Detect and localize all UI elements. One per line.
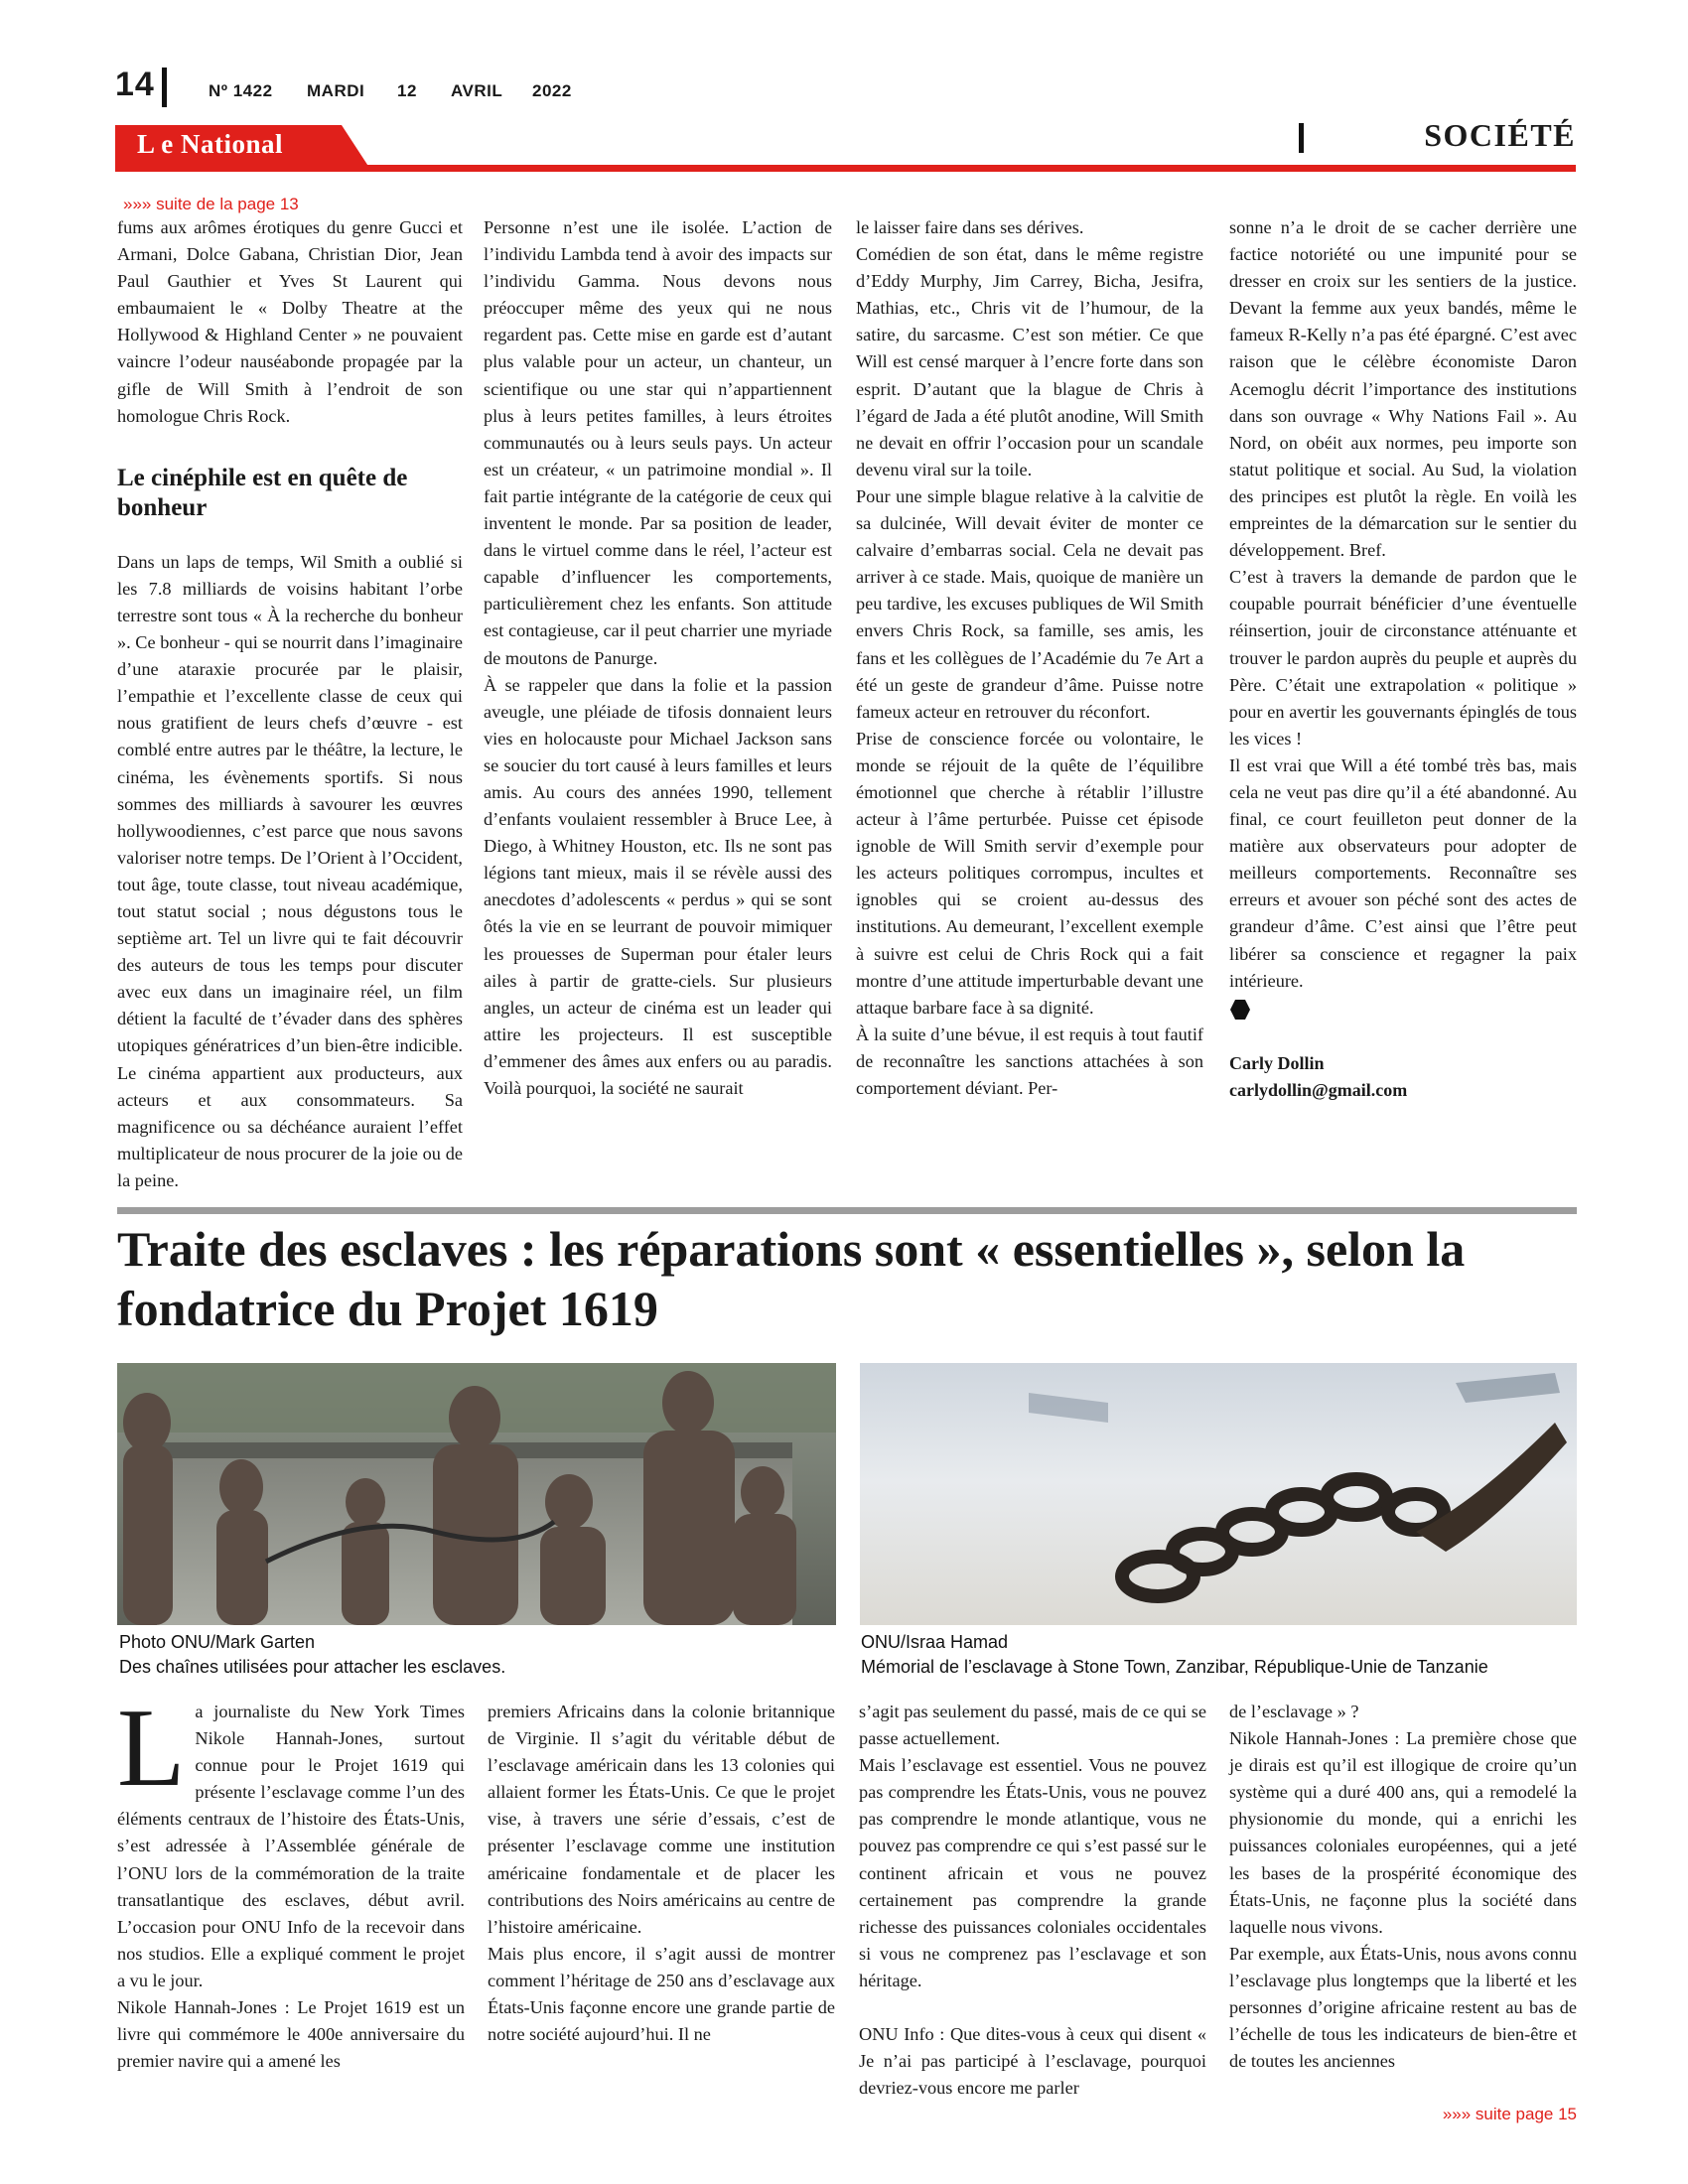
paragraph: de l’esclavage » ?: [1229, 1702, 1359, 1721]
paragraph: le laisser faire dans ses dérives.: [856, 217, 1084, 237]
paragraph: s’agit pas seulement du passé, mais de ce qui se passe actuellement.: [859, 1702, 1206, 1749]
article2-column-1: [117, 1687, 465, 2075]
paragraph: Dans un laps de temps, Wil Smith a oublié si les 7.8 milliards de voisins habitant l’orbe terrestre sont tous « À la recherche du bonheur ». Ce bonheur - qui se nourrit dans l’imaginaire d’une ataraxie procurée par le plaisir, l’empathie et l’excellente classe de ceux qui nous gratifient de leurs chefs d’œuvre - est comblé entre autres par le théâtre, la lecture, le cinéma, les évènements sportifs. Si nous sommes des milliards à savourer les œuvres hollywoodiennes, c’est parce que nous savons valoriser notre temps. De l’Orient à l’Occident, tout âge, toute classe, tout niveau académique, tout statut social ; nous dégustons tous le septième art. Tel un livre qui te fait découvrir des auteurs de tous les temps pour discuter avec eux dans un imaginaire réel, un film détient la faculté de t’évader dans des sphères utopiques génératrices d’un bien-être indicible. Le cinéma appartient aux producteurs, aux acteurs et aux consommateurs. Sa magnificence ou sa déchéance auraient l’effet multiplicateur de nous procurer de la joie ou de la peine.: [117, 551, 463, 1190]
chains-photo: [860, 1363, 1577, 1625]
article2-column-3: [859, 1699, 1206, 2102]
paragraph: Nikole Hannah-Jones : La première chose que je dirais est qu’il est illogique de croire qu’un système qui a duré 400 ans, qui a remodelé la physionomie du monde, qui a enrichi les puissances coloniales européennes, qui a jeté les bases de la prospérité économique des États-Unis, ne façonne plus la société dans laquelle nous vivons.: [1229, 1728, 1577, 1937]
article1-column-2: [484, 214, 832, 1102]
section-title: SOCIÉTÉ: [1424, 117, 1576, 153]
slave-memorial-photo: [117, 1363, 836, 1625]
paragraph: ONU Info : Que dites-vous à ceux qui disent « Je n’ai pas participé à l’esclavage, pourquoi devriez-vous encore me parler: [859, 2024, 1206, 2099]
paragraph: À la suite d’une bévue, il est requis à tout fautif de reconnaître les sanctions attachées à son comportement déviant. Per-: [856, 1024, 1203, 1098]
paragraph: premiers Africains dans la colonie britannique de Virginie. Il s’agit du véritable début de l’esclavage américain dans les 13 colonies qui allaient former les États-Unis. Ce que le projet vise, à travers une série d’essais, c’est de présenter l’esclavage comme une institution américaine fondamentale et de placer les contributions des Noirs américains au centre de l’histoire américaine.: [488, 1702, 835, 1937]
paragraph: Par exemple, aux États-Unis, nous avons connu l’esclavage plus longtemps que la liberté et les personnes d’origine africaine restent au bas de l’échelle de tous les indicateurs de bien-être et de toutes les anciennes: [1229, 1943, 1577, 2072]
header-rule: [115, 165, 1576, 172]
photo1-credit: Photo ONU/Mark Garten: [119, 1632, 316, 1652]
paragraph: C’est à travers la demande de pardon que le coupable pourrait bénéficier d’une éventuelle réinsertion, jouir de circonstance atténuante et trouver le pardon auprès du peuple et auprès du Père. C’était une extrapolation « politique » pour en avertir les gouvernants épinglés de tous les vices !: [1229, 567, 1577, 749]
continued-to-link[interactable]: »»» suite page 15: [1442, 2105, 1577, 2123]
author-name: Carly Dollin: [1229, 1052, 1325, 1073]
paragraph: Mais l’esclavage est essentiel. Vous ne pouvez pas comprendre les États-Unis, vous ne pouvez pas comprendre le monde atlantique, vous ne pouvez pas comprendre ce qui s’est passé sur le continent africain et vous ne pouvez certainement pas comprendre la grande richesse des puissances coloniales occidentales si vous ne comprenez pas l’esclavage et son héritage.: [859, 1755, 1206, 1990]
photo2-caption: Mémorial de l’esclavage à Stone Town, Zanzibar, République-Unie de Tanzanie: [861, 1657, 1488, 1677]
page-number: 14: [115, 66, 155, 103]
issue-year: 2022: [532, 81, 572, 100]
end-mark-icon: [1229, 999, 1251, 1021]
article-divider: [117, 1207, 1577, 1214]
issue-weekday: MARDI: [307, 81, 365, 100]
paragraph: a journaliste du New York Times Nikole Hannah-Jones, surtout connue pour le Projet 1619 qui présente l’esclavage comme l’un des éléments centraux de l’histoire des États-Unis, s’est adressée à l’Assemblée générale de l’ONU lors de la commémoration de la traite transatlantique des esclaves, début avril. L’occasion pour ONU Info de la recevoir dans nos studios. Elle a expliqué comment le projet a vu le jour.: [117, 1702, 465, 1990]
subheading: Le cinéphile est en quête de bonheur: [117, 464, 408, 521]
photo2-credit: ONU/Israa Hamad: [861, 1632, 1009, 1652]
paragraph: Nikole Hannah-Jones : Le Projet 1619 est un livre qui commémore le 400e anniversaire du premier navire qui a amené les: [117, 1997, 465, 2072]
paragraph: Il est vrai que Will a été tombé très bas, mais cela ne veut pas dire qu’il a été abandonné. Au final, ce court feuilleton peut donner de la matière aux observateurs pour adopter de meilleurs comportements. Reconnaître ses erreurs et avouer son péché sont des actes de grandeur d’âme. C’est ainsi que l’être peut libérer sa conscience et regagner la paix intérieure.: [1229, 754, 1577, 991]
page-number-divider: [162, 68, 167, 107]
article1-column-4: [1229, 214, 1577, 1104]
paragraph: Prise de conscience forcée ou volontaire, le monde se réjouit de la quête de l’équilibre émotionnel que cherche à rétablir l’illustre acteur à l’âme perturbée. Puisse cet épisode ignoble de Will Smith servir d’exemple pour les acteurs politiques corrompus, incultes et ignobles qui se croient au-dessus des institutions. Au demeurant, l’excellent exemple à suivre est celui de Chris Rock qui a fait montre d’une attitude imperturbable devant une attaque barbare face à sa dignité.: [856, 728, 1203, 1018]
paragraph: sonne n’a le droit de se cacher derrière une factice notoriété ou une impunité pour se dresser en croix sur les sentiers de la justice. Devant la femme aux yeux bandés, même le fameux R-Kelly n’a pas été épargné. C’est avec raison que le célèbre économiste Daron Acemoglu décrit l’importance des institutions dans son ouvrage « Why Nations Fail ». Au Nord, on obéit aux normes, peu importe son statut politique et social. Au Sud, la violation des principes est plutôt la règle. En voilà les empreintes de la démarcation sur le sentier du développement. Bref.: [1229, 217, 1577, 561]
section-divider: [1299, 123, 1304, 153]
paragraph: fums aux arômes érotiques du genre Gucci et Armani, Dolce Gabana, Christian Dior, Jean Paul Gauthier et Yves St Laurent qui embaumaient le « Dolby Theatre at the Hollywood & Highland Center » ne pouvaient vaincre l’odeur nauséabonde propagée par la gifle de Will Smith à l’endroit de son homologue Chris Rock.: [117, 217, 463, 426]
brand-logo: L e National: [137, 129, 284, 159]
issue-month: AVRIL: [451, 81, 503, 100]
paragraph: Mais plus encore, il s’agit aussi de montrer comment l’héritage de 250 ans d’esclavage aux États-Unis façonne encore une grande partie de notre société aujourd’hui. Il ne: [488, 1943, 835, 2045]
article1-column-1: [117, 214, 463, 1194]
photo1-caption: Des chaînes utilisées pour attacher les esclaves.: [119, 1657, 506, 1677]
author-email[interactable]: carlydollin@gmail.com: [1229, 1079, 1408, 1100]
article1-column-3: [856, 214, 1203, 1102]
paragraph: Pour une simple blague relative à la calvitie de sa dulcinée, Will devait éviter de monter ce calvaire d’embarras social. Cela ne devait pas arriver à ce stade. Mais, quoique de manière un peu tardive, les excuses publiques de Wil Smith envers Chris Rock, sa famille, ses amis, les fans et les collègues de l’Académie du 7e Art a été un geste de grandeur d’âme. Puisse notre fameux acteur en retrouver du réconfort.: [856, 485, 1203, 722]
issue-day: 12: [397, 81, 417, 100]
article2-column-4: [1229, 1699, 1577, 2075]
drop-cap: L: [117, 1687, 186, 1810]
issue-number: Nº 1422: [209, 81, 273, 100]
article2-headline: Traite des esclaves : les réparations sont « essentielles », selon la fondatrice du Projet 1619: [117, 1221, 1466, 1336]
continued-from-link[interactable]: »»» suite de la page 13: [123, 195, 299, 213]
paragraph: Personne n’est une ile isolée. L’action de l’individu Lambda tend à avoir des impacts sur l’individu Gamma. Nous devons nous préoccuper même des yeux qui ne nous regardent pas. Cette mise en garde est d’autant plus valable pour un acteur, un chanteur, un scientifique ou une star qui n’appartiennent plus à leurs petites familles, à leurs étroites communautés ou à leurs seuls pays. Un acteur est un créateur, « un patrimoine mondial ». Il fait partie intégrante de la catégorie de ceux qui inventent le monde. Par sa position de leader, dans le virtuel comme dans le réel, l’acteur est capable d’influencer les comportements, particulièrement chez les enfants. Son attitude est contagieuse, car il peut charrier une myriade de moutons de Panurge.: [484, 217, 832, 668]
paragraph: À se rappeler que dans la folie et la passion aveugle, une pléiade de tifosis donnaient leurs vies en holocauste pour Michael Jackson sans se soucier du tort causé à leurs familles et leurs amis. Au cours des années 1990, tellement d’enfants voulaient ressembler à Bruce Lee, à Diego, à Whitney Houston, etc. Ils ne sont pas légions tant mieux, mais il se révèle aussi des anecdotes d’adolescents « perdus » qui se sont ôtés la vie en se leurrant de pouvoir mimiquer les prouesses de Superman pour étaler leurs ailes à partir de gratte-ciels. Sur plusieurs angles, un acteur de cinéma est un leader qui attire les projecteurs. Il est susceptible d’emmener des âmes aux enfers ou au paradis. Voilà pourquoi, la société ne saurait: [484, 674, 832, 1098]
article2-column-2: [488, 1699, 835, 2048]
paragraph: Comédien de son état, dans le même registre d’Eddy Murphy, Jim Carrey, Bicha, Jesifra, Mathias, etc., Chris vit de l’humour, de la satire, du sarcasme. C’est son métier. Ce que Will est censé marquer à l’encre forte dans son esprit. D’autant que la blague de Chris à l’égard de Jada a été plutôt anodine, Will Smith ne devait en offrir l’occasion pour un scandale devenu viral sur la toile.: [856, 244, 1203, 479]
